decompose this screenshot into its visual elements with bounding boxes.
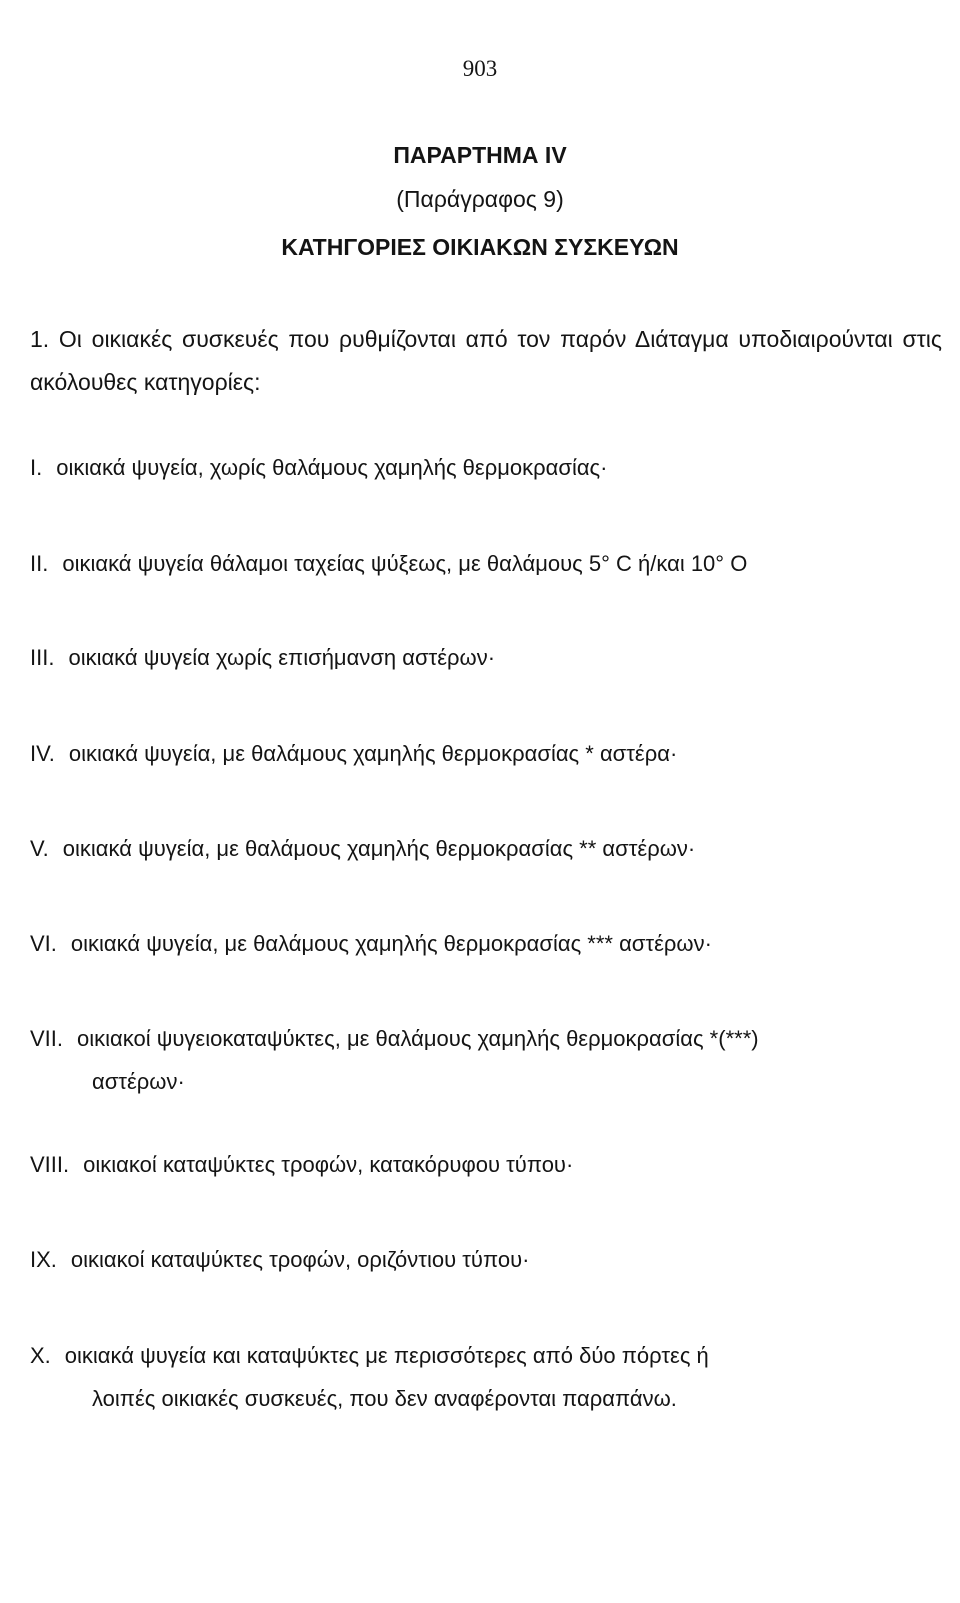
item-number: V. bbox=[30, 836, 49, 861]
list-item-viii bbox=[30, 1143, 945, 1186]
list-item-vi bbox=[30, 922, 945, 965]
item-number: X. bbox=[30, 1343, 51, 1368]
list-item-vii bbox=[30, 1017, 945, 1103]
list-item-ii bbox=[30, 542, 945, 585]
item-text: οικιακά ψυγεία χωρίς επισήμανση αστέρων· bbox=[68, 645, 496, 670]
item-text: οικιακοί ψυγειοκαταψύκτες, με θαλάμους χαμηλής θερμοκρασίας *(***) bbox=[77, 1026, 759, 1051]
intro-paragraph: 1. Οι οικιακές συσκευές που ρυθμίζονται από τον παρόν Διάταγμα υποδιαιρούνται στις ακόλουθες κατηγορίες: bbox=[30, 326, 942, 395]
paragraph-reference: (Παράγραφος 9) bbox=[396, 186, 564, 212]
page-number: 903 bbox=[462, 56, 498, 81]
item-text: οικιακοί καταψύκτες τροφών, οριζόντιου τύπου· bbox=[70, 1247, 530, 1272]
list-item-i bbox=[30, 446, 945, 489]
list-item-iii bbox=[30, 636, 945, 679]
item-text: οικιακοί καταψύκτες τροφών, κατακόρυφου τύπου· bbox=[83, 1152, 574, 1177]
item-text: οικιακά ψυγεία, χωρίς θαλάμους χαμηλής θερμοκρασίας· bbox=[56, 455, 608, 480]
item-number: IV. bbox=[30, 741, 55, 766]
item-number: VIII. bbox=[30, 1152, 70, 1177]
list-item-iv bbox=[30, 732, 945, 775]
item-text: οικιακά ψυγεία, με θαλάμους χαμηλής θερμοκρασίας *** αστέρων· bbox=[70, 931, 712, 956]
item-text: οικιακά ψυγεία, με θαλάμους χαμηλής θερμοκρασίας ** αστέρων· bbox=[62, 836, 696, 861]
item-text-continued: λοιπές οικιακές συσκευές, που δεν αναφέρονται παραπάνω. bbox=[92, 1386, 677, 1411]
item-text: οικιακά ψυγεία και καταψύκτες με περισσότερες από δύο πόρτες ή bbox=[64, 1343, 709, 1368]
item-text: οικιακά ψυγεία θάλαμοι ταχείας ψύξεως, με θαλάμους 5° C ή/και 10° Ο bbox=[62, 551, 748, 576]
categories-title: ΚΑΤΗΓΟΡΙΕΣ ΟΙΚΙΑΚΩΝ ΣΥΣΚΕΥΩΝ bbox=[281, 234, 679, 260]
list-item-x bbox=[30, 1334, 945, 1420]
item-number: I. bbox=[30, 455, 43, 480]
item-number: VI. bbox=[30, 931, 57, 956]
item-number: II. bbox=[30, 551, 49, 576]
item-number: VII. bbox=[30, 1026, 64, 1051]
annex-title: ΠΑΡΑΡΤΗΜΑ IV bbox=[393, 142, 567, 168]
item-text: οικιακά ψυγεία, με θαλάμους χαμηλής θερμοκρασίας * αστέρα· bbox=[68, 741, 678, 766]
item-text-continued: αστέρων· bbox=[92, 1069, 185, 1094]
list-item-v bbox=[30, 827, 945, 870]
item-number: III. bbox=[30, 645, 55, 670]
list-item-ix bbox=[30, 1238, 945, 1281]
item-number: IX. bbox=[30, 1247, 57, 1272]
